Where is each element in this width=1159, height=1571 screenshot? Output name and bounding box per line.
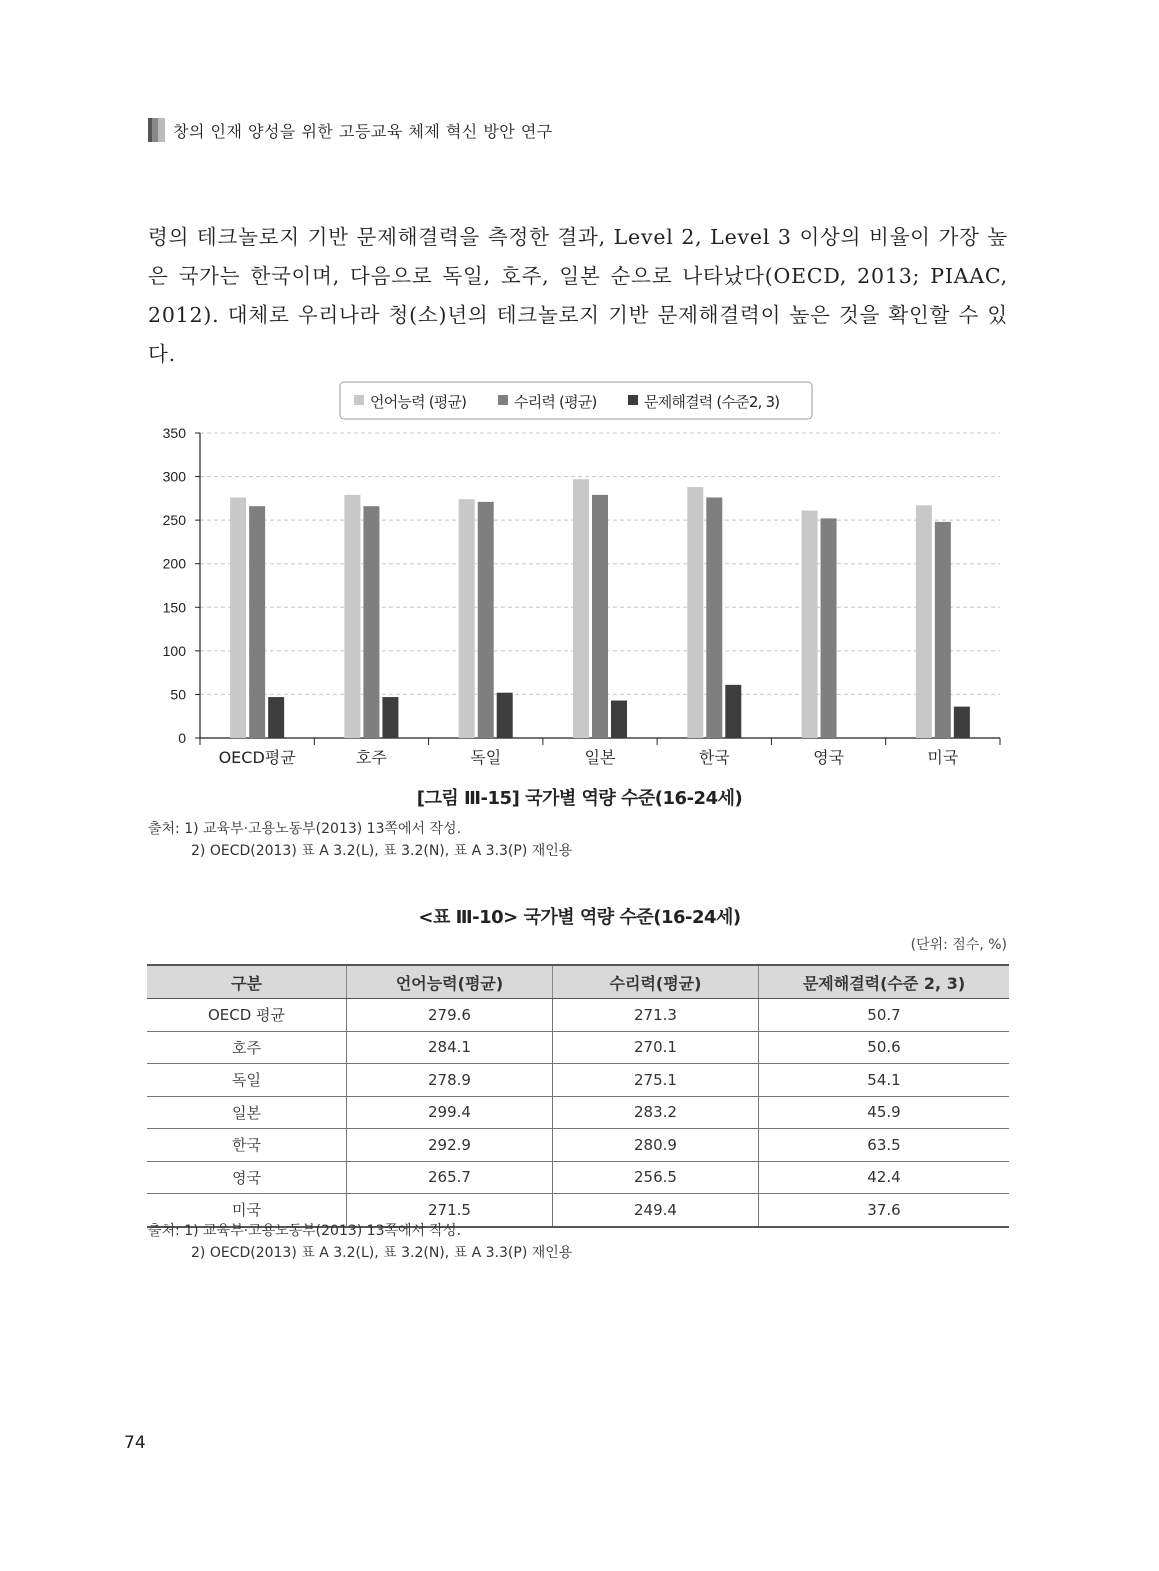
bar-1	[802, 511, 818, 738]
bar-2	[249, 506, 265, 738]
x-tick-label: 호주	[355, 748, 387, 767]
table-cell: 280.9	[553, 1129, 759, 1162]
bar-2	[935, 522, 951, 738]
table-cell: 292.9	[347, 1129, 553, 1162]
bar-3	[611, 701, 627, 738]
y-tick-label: 50	[170, 686, 186, 703]
page-number: 74	[124, 1433, 146, 1453]
table-cell: 50.6	[759, 1031, 1010, 1064]
x-tick-label: 독일	[470, 748, 502, 767]
table-cell: 283.2	[553, 1096, 759, 1129]
legend-swatch-3	[628, 395, 638, 405]
table-cell: 54.1	[759, 1064, 1010, 1097]
table-cell: OECD 평균	[147, 999, 347, 1032]
bar-2	[592, 495, 608, 738]
table-cell: 한국	[147, 1129, 347, 1162]
bar-2	[363, 506, 379, 738]
table-cell: 271.3	[553, 999, 759, 1032]
legend-label-2: 수리력 (평균)	[514, 393, 597, 411]
x-tick-label: 영국	[813, 748, 845, 767]
table-source-line1: 출처: 1) 교육부·고용노동부(2013) 13쪽에서 작성.	[148, 1223, 462, 1239]
table-unit: (단위: 점수, %)	[910, 937, 1007, 953]
table-cell: 278.9	[347, 1064, 553, 1097]
data-table	[147, 964, 1009, 1228]
body-paragraph: 령의 테크놀로지 기반 문제해결력을 측정한 결과, Level 2, Level 3 이상의 비율이 가장 높은 국가는 한국이며, 다음으로 독일, 호주, 일본 순으로 나타났다(OECD, 2013; PIAAC, 2012). 대체로 우리나라 청(소)년의 테크놀로지 기반 문제해결력이 높은 것을 확인할 수 있다.	[148, 225, 1008, 366]
figure-source-line2: 2) OECD(2013) 표 A 3.2(L), 표 3.2(N), 표 A 3.3(P) 재인용	[191, 843, 573, 859]
figure-source-line1: 출처: 1) 교육부·고용노동부(2013) 13쪽에서 작성.	[148, 821, 462, 837]
legend-label-1: 언어능력 (평균)	[370, 393, 467, 411]
y-tick-label: 250	[162, 512, 186, 529]
figure-caption: [그림 Ⅲ-15] 국가별 역량 수준(16-24세)	[416, 788, 743, 809]
bar-3	[382, 697, 398, 738]
table-cell: 37.6	[759, 1194, 1010, 1227]
y-tick-label: 150	[162, 599, 186, 616]
table-cell: 270.1	[553, 1031, 759, 1064]
table-header-cell: 구분	[147, 965, 347, 999]
legend-swatch-1	[354, 395, 364, 405]
running-head	[148, 118, 553, 142]
table-row	[147, 1031, 1009, 1064]
y-tick-label: 200	[162, 555, 186, 572]
x-tick-label: OECD평균	[218, 748, 296, 767]
legend-swatch-2	[498, 395, 508, 405]
x-tick-label: 한국	[698, 748, 730, 767]
table-row	[147, 1064, 1009, 1097]
bar-3	[725, 685, 741, 738]
y-tick-label: 350	[162, 425, 186, 441]
table-header-cell: 언어능력(평균)	[347, 965, 553, 999]
table-row	[147, 999, 1009, 1032]
table-cell: 299.4	[347, 1096, 553, 1129]
table-caption: <표 Ⅲ-10> 국가별 역량 수준(16-24세)	[418, 907, 741, 928]
table-header-row	[147, 965, 1009, 999]
table-row	[147, 1129, 1009, 1162]
bar-1	[459, 499, 475, 738]
bar-2	[478, 502, 494, 738]
table-source	[148, 1220, 572, 1264]
table-cell: 271.5	[347, 1194, 553, 1227]
table-cell: 279.6	[347, 999, 553, 1032]
y-tick-label: 0	[178, 730, 186, 746]
bar-1	[344, 495, 360, 738]
table-source-line2: 2) OECD(2013) 표 A 3.2(L), 표 3.2(N), 표 A 3.3(P) 재인용	[191, 1245, 573, 1261]
table-cell: 일본	[147, 1096, 347, 1129]
figure-source	[148, 818, 572, 862]
bar-1	[916, 505, 932, 738]
legend-label-3: 문제해결력 (수준2, 3)	[644, 393, 780, 411]
table-cell: 미국	[147, 1194, 347, 1227]
table-cell: 249.4	[553, 1194, 759, 1227]
bar-3	[497, 693, 513, 738]
table-row	[147, 1096, 1009, 1129]
bar-3	[954, 707, 970, 738]
table-cell: 영국	[147, 1161, 347, 1194]
y-tick-label: 100	[162, 642, 186, 659]
table-row	[147, 1161, 1009, 1194]
table-cell: 265.7	[347, 1161, 553, 1194]
bar-chart	[140, 376, 1020, 776]
x-tick-label: 미국	[927, 748, 959, 767]
table-header-cell: 수리력(평균)	[553, 965, 759, 999]
x-tick-label: 일본	[584, 748, 616, 767]
table-cell: 50.7	[759, 999, 1010, 1032]
bar-3	[268, 697, 284, 738]
bar-1	[687, 487, 703, 738]
table-cell: 284.1	[347, 1031, 553, 1064]
table-cell: 275.1	[553, 1064, 759, 1097]
table-header-cell: 문제해결력(수준 2, 3)	[759, 965, 1010, 999]
running-head-title: 창의 인재 양성을 위한 고등교육 체제 혁신 방안 연구	[173, 121, 553, 141]
bar-1	[573, 479, 589, 738]
table-cell: 독일	[147, 1064, 347, 1097]
table-cell: 63.5	[759, 1129, 1010, 1162]
table-cell: 42.4	[759, 1161, 1010, 1194]
bar-1	[230, 497, 246, 738]
running-head-bars-icon	[148, 118, 165, 142]
y-tick-label: 300	[162, 468, 186, 485]
bar-2	[821, 518, 837, 738]
table-cell: 호주	[147, 1031, 347, 1064]
table-cell: 45.9	[759, 1096, 1010, 1129]
bar-2	[706, 497, 722, 738]
table-cell: 256.5	[553, 1161, 759, 1194]
